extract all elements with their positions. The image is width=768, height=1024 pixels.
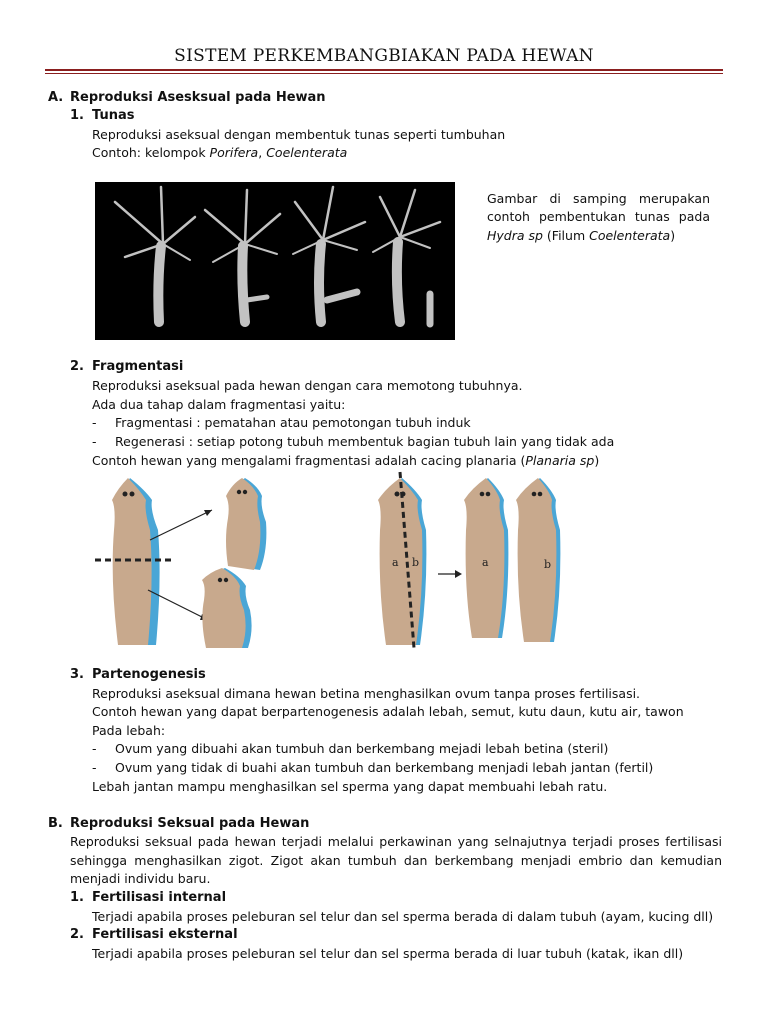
fragmentasi-stage-2: Regenerasi : setiap potong tubuh membentuk bagian tubuh lain yang tidak ada [115, 434, 615, 449]
partenogenesis-heading: Partenogenesis [92, 667, 206, 682]
title-rule-thin [45, 73, 723, 74]
partenogenesis-examples: Contoh hewan yang dapat berpartenogenesis adalah lebah, semut, kutu daun, kutu air, tawon [92, 704, 684, 719]
section-a-heading: Reproduksi Asesksual pada Hewan [70, 90, 326, 105]
partenogenesis-marker: 3. [70, 667, 84, 682]
regenerated-label-a: a [482, 556, 489, 569]
fragmentasi-example: Contoh hewan yang mengalami fragmentasi adalah cacing planaria (Planaria sp) [92, 453, 600, 468]
fragmentasi-stages-intro: Ada dua tahap dalam fragmentasi yaitu: [92, 397, 346, 412]
partenogenesis-definition: Reproduksi aseksual dimana hewan betina menghasilkan ovum tanpa proses fertilisasi. [92, 686, 641, 701]
tunas-definition: Reproduksi aseksual dengan membentuk tunas seperti tumbuhan [92, 127, 506, 142]
tunas-marker: 1. [70, 108, 84, 123]
section-b-para-line2: sehingga menghasilkan zigot. Zigot akan tumbuh dan berkembang menjadi embrio dan kemudian [70, 853, 722, 868]
partenogenesis-bullet-1: Ovum yang dibuahi akan tumbuh dan berkembang mejadi lebah betina (steril) [115, 741, 609, 756]
tunas-heading: Tunas [92, 108, 135, 123]
partenogenesis-closing: Lebah jantan mampu menghasilkan sel sperma yang dapat membuahi lebah ratu. [92, 779, 608, 794]
hydra-caption-line3: Hydra sp (Filum Coelenterata) [487, 228, 676, 243]
fragment-label-a: a [392, 556, 399, 569]
internal-marker: 1. [70, 890, 84, 905]
partenogenesis-bee-intro: Pada lebah: [92, 723, 166, 738]
bullet-marker: - [92, 415, 97, 430]
page-title: SISTEM PERKEMBANGBIAKAN PADA HEWAN [174, 46, 594, 66]
section-b-para-line3: menjadi individu baru. [70, 871, 211, 886]
section-a-marker: A. [48, 90, 64, 105]
planaria-longitudinal-figure [370, 470, 580, 650]
internal-text: Terjadi apabila proses peleburan sel telur dan sel sperma berada di dalam tubuh (ayam, kucing dll) [92, 909, 714, 924]
tunas-example: Contoh: kelompok Porifera, Coelenterata [92, 145, 348, 160]
hydra-caption-line2: contoh pembentukan tunas pada [487, 209, 710, 224]
fragment-label-b: b [412, 556, 420, 569]
fragmentasi-stage-1: Fragmentasi : pematahan atau pemotongan tubuh induk [115, 415, 471, 430]
regenerated-label-b: b [544, 558, 552, 571]
fragmentasi-heading: Fragmentasi [92, 359, 184, 374]
internal-heading: Fertilisasi internal [92, 890, 227, 905]
fragmentasi-definition: Reproduksi aseksual pada hewan dengan cara memotong tubuhnya. [92, 378, 523, 393]
section-b-marker: B. [48, 816, 63, 831]
planaria-fragmentation-figure [90, 470, 300, 650]
title-rule-thick [45, 69, 723, 71]
eksternal-text: Terjadi apabila proses peleburan sel telur dan sel sperma berada di luar tubuh (katak, ikan dll) [92, 946, 684, 961]
bullet-marker: - [92, 760, 97, 775]
fragmentasi-marker: 2. [70, 359, 84, 374]
hydra-caption-line1: Gambar di samping merupakan [487, 191, 710, 206]
eksternal-marker: 2. [70, 927, 84, 942]
partenogenesis-bullet-2: Ovum yang tidak di buahi akan tumbuh dan berkembang menjadi lebah jantan (fertil) [115, 760, 654, 775]
hydra-budding-image [95, 182, 455, 340]
eksternal-heading: Fertilisasi eksternal [92, 927, 238, 942]
section-b-heading: Reproduksi Seksual pada Hewan [70, 816, 310, 831]
bullet-marker: - [92, 434, 97, 449]
section-b-para-line1: Reproduksi seksual pada hewan terjadi melalui perkawinan yang selnajutnya terjadi proses fertilisasi [70, 834, 722, 849]
bullet-marker: - [92, 741, 97, 756]
